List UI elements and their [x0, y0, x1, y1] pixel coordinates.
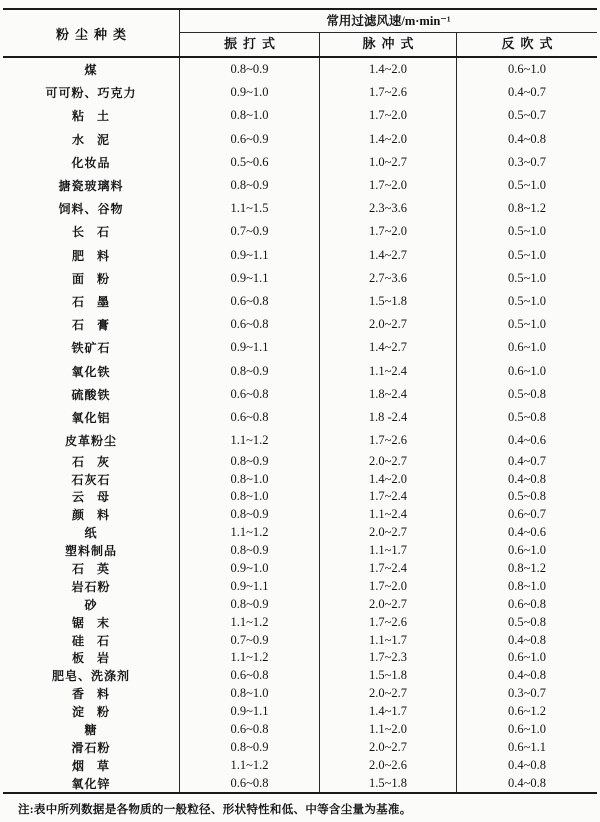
pulse-type-value-cell: 1.4~1.7	[320, 703, 457, 721]
dust-type-cell: 纸	[3, 524, 180, 542]
shaking-type-value-cell: 1.1~1.2	[180, 613, 320, 631]
pulse-type-value-cell: 2.0~2.7	[320, 738, 457, 756]
pulse-type-value-cell: 1.7~2.4	[320, 488, 457, 506]
pulse-type-value-cell: 1.7~2.0	[320, 174, 457, 197]
shaking-type-value-cell: 0.6~0.8	[180, 406, 320, 429]
dust-type-cell: 滑石粉	[3, 738, 180, 756]
table-row	[3, 174, 597, 197]
pulse-type-value-cell: 2.0~2.6	[320, 756, 457, 774]
shaking-type-value-cell: 0.6~0.8	[180, 667, 320, 685]
table-row	[3, 336, 597, 359]
dust-type-cell: 锯 末	[3, 613, 180, 631]
table-row	[3, 58, 597, 81]
table-row	[3, 631, 597, 649]
reverse-blow-value-cell: 0.5~1.0	[507, 293, 546, 308]
shaking-type-value-cell: 0.9~1.1	[180, 703, 320, 721]
reverse-blow-value-cell: 0.5~0.7	[507, 108, 546, 123]
reverse-blow-value-cell: 0.6~1.0	[507, 340, 546, 355]
table-row	[3, 81, 597, 104]
reverse-blow-value-cell: 0.3~0.7	[507, 686, 546, 701]
reverse-blow-value-cell: 0.6~0.7	[507, 507, 546, 522]
pulse-type-value-cell: 1.1~1.7	[320, 631, 457, 649]
shaking-type-value-cell: 0.6~0.8	[180, 290, 320, 313]
pulse-type-value-cell: 1.8~2.4	[320, 383, 457, 406]
shaking-type-value-cell: 0.8~0.9	[180, 542, 320, 560]
reverse-blow-value-cell: 0.4~0.8	[507, 775, 546, 790]
dust-type-cell: 颜 料	[3, 506, 180, 524]
table-row	[3, 560, 597, 578]
pulse-type-value-cell: 1.7~2.0	[320, 220, 457, 243]
table-row	[3, 649, 597, 667]
pulse-type-value-cell: 2.0~2.7	[320, 685, 457, 703]
table-row	[3, 220, 597, 243]
reverse-blow-value-cell: 0.6~1.0	[507, 650, 546, 665]
pulse-type-value-cell: 1.1~2.0	[320, 721, 457, 739]
shaking-type-value-cell: 1.1~1.2	[180, 756, 320, 774]
table-row	[3, 104, 597, 127]
table-row	[3, 613, 597, 631]
table-row	[3, 685, 597, 703]
dust-type-cell: 氧化铁	[3, 359, 180, 382]
dust-type-cell: 氧化铝	[3, 406, 180, 429]
pulse-type-value-cell: 1.1~1.7	[320, 542, 457, 560]
pulse-type-value-cell: 1.5~1.8	[320, 667, 457, 685]
reverse-blow-value-cell: 0.6~1.0	[507, 543, 546, 558]
table-header	[3, 10, 597, 58]
dust-type-cell: 石 灰	[3, 452, 180, 470]
dust-type-cell: 化妆品	[3, 151, 180, 174]
shaking-type-value-cell: 0.8~0.9	[180, 595, 320, 613]
pulse-type-value-cell: 1.4~2.7	[320, 244, 457, 267]
shaking-type-value-cell: 0.8~0.9	[180, 359, 320, 382]
dust-type-cell: 皮革粉尘	[3, 429, 180, 452]
pulse-type-value-cell: 1.7~2.6	[320, 429, 457, 452]
dust-type-cell: 岩石粉	[3, 577, 180, 595]
reverse-blow-value-cell: 0.3~0.7	[507, 154, 546, 169]
reverse-blow-value-cell: 0.8~1.2	[507, 201, 546, 216]
dust-type-cell: 粘 土	[3, 104, 180, 127]
table-row	[3, 244, 597, 267]
reverse-blow-value-cell: 0.5~0.8	[507, 614, 546, 629]
dust-type-cell: 砂	[3, 595, 180, 613]
reverse-blow-value-cell: 0.5~1.0	[507, 224, 546, 239]
shaking-type-value-cell: 0.6~0.8	[180, 774, 320, 792]
dust-type-cell: 石 膏	[3, 313, 180, 336]
table-note: 注:表中所列数据是各物质的一般粒径、形状特性和低、中等含尘量为基准。	[18, 804, 412, 816]
pulse-type-value-cell: 1.7~2.6	[320, 81, 457, 104]
shaking-type-value-cell: 0.8~1.0	[180, 685, 320, 703]
shaking-type-value-cell: 1.1~1.2	[180, 524, 320, 542]
table-row	[3, 524, 597, 542]
pulse-type-value-cell: 1.0~2.7	[320, 151, 457, 174]
shaking-type-value-cell: 0.6~0.9	[180, 128, 320, 151]
dust-type-cell: 石 墨	[3, 290, 180, 313]
shaking-type-value-cell: 0.9~1.1	[180, 244, 320, 267]
reverse-blow-value-cell: 0.4~0.6	[507, 433, 546, 448]
reverse-blow-value-cell: 0.6~1.0	[507, 721, 546, 736]
pulse-type-value-cell: 2.0~2.7	[320, 595, 457, 613]
pulse-type-value-cell: 1.4~2.0	[320, 128, 457, 151]
pulse-type-value-cell: 2.3~3.6	[320, 197, 457, 220]
dust-type-cell: 淀 粉	[3, 703, 180, 721]
column-header-reverse-blow-type: 反吹式	[501, 36, 559, 51]
pulse-type-value-cell: 1.1~2.4	[320, 506, 457, 524]
table-row	[3, 667, 597, 685]
table-row	[3, 470, 597, 488]
shaking-type-value-cell: 0.9~1.1	[180, 336, 320, 359]
table-row	[3, 197, 597, 220]
table-row	[3, 703, 597, 721]
reverse-blow-value-cell: 0.6~1.0	[507, 363, 546, 378]
reverse-blow-value-cell: 0.5~1.0	[507, 270, 546, 285]
pulse-type-value-cell: 1.1~2.4	[320, 359, 457, 382]
reverse-blow-value-cell: 0.8~1.0	[507, 578, 546, 593]
pulse-type-value-cell: 1.5~1.8	[320, 290, 457, 313]
dust-type-cell: 饲料、谷物	[3, 197, 180, 220]
table-row	[3, 506, 597, 524]
reverse-blow-value-cell: 0.6~1.0	[507, 62, 546, 77]
dust-type-cell: 硅 石	[3, 631, 180, 649]
dust-type-cell: 石 英	[3, 560, 180, 578]
dust-type-cell: 硫酸铁	[3, 383, 180, 406]
table-row	[3, 577, 597, 595]
table-row	[3, 313, 597, 336]
reverse-blow-value-cell: 0.5~1.0	[507, 247, 546, 262]
shaking-type-value-cell: 0.8~0.9	[180, 174, 320, 197]
reverse-blow-value-cell: 0.4~0.6	[507, 525, 546, 540]
reverse-blow-value-cell: 0.5~0.8	[507, 489, 546, 504]
shaking-type-value-cell: 0.8~1.0	[180, 470, 320, 488]
table-row	[3, 488, 597, 506]
shaking-type-value-cell: 0.8~0.9	[180, 506, 320, 524]
shaking-type-value-cell: 0.8~0.9	[180, 738, 320, 756]
table-row	[3, 774, 597, 792]
column-header-shaking-type: 振打式	[180, 33, 320, 56]
reverse-blow-value-cell: 0.4~0.8	[507, 632, 546, 647]
pulse-type-value-cell: 1.4~2.0	[320, 470, 457, 488]
group-header-filtration-speed: 常用过滤风速/m·min⁻¹	[180, 10, 597, 33]
column-header-pulse-type: 脉冲式	[320, 33, 457, 56]
dust-type-cell: 搪瓷玻璃料	[3, 174, 180, 197]
sub-header-row	[180, 33, 597, 56]
dust-type-cell: 云 母	[3, 488, 180, 506]
reverse-blow-value-cell: 0.4~0.8	[507, 471, 546, 486]
pulse-type-value-cell: 1.8 -2.4	[320, 406, 457, 429]
pulse-type-value-cell: 1.7~2.0	[320, 577, 457, 595]
dust-type-cell: 烟 草	[3, 756, 180, 774]
shaking-type-value-cell: 0.6~0.8	[180, 313, 320, 336]
reverse-blow-value-cell: 0.6~1.2	[507, 704, 546, 719]
reverse-blow-value-cell: 0.4~0.7	[507, 453, 546, 468]
dust-type-cell: 长 石	[3, 220, 180, 243]
dust-type-cell: 煤	[3, 58, 180, 81]
filtration-speed-table	[3, 8, 597, 794]
table-row	[3, 721, 597, 739]
pulse-type-value-cell: 2.0~2.7	[320, 313, 457, 336]
shaking-type-value-cell: 0.8~0.9	[180, 58, 320, 81]
pulse-type-value-cell: 1.5~1.8	[320, 774, 457, 792]
table-row	[3, 452, 597, 470]
pulse-type-value-cell: 1.7~2.4	[320, 560, 457, 578]
shaking-type-value-cell: 0.8~1.0	[180, 104, 320, 127]
dust-type-cell: 糖	[3, 721, 180, 739]
dust-type-cell: 铁矿石	[3, 336, 180, 359]
table-body	[3, 58, 597, 792]
table-row	[3, 595, 597, 613]
dust-type-cell: 可可粉、巧克力	[3, 81, 180, 104]
shaking-type-value-cell: 0.9~1.1	[180, 577, 320, 595]
column-header-dust-type: 粉尘种类	[3, 10, 180, 56]
shaking-type-value-cell: 0.9~1.0	[180, 560, 320, 578]
pulse-type-value-cell: 1.7~2.6	[320, 613, 457, 631]
shaking-type-value-cell: 0.7~0.9	[180, 220, 320, 243]
shaking-type-value-cell: 0.5~0.6	[180, 151, 320, 174]
dust-type-cell: 板 岩	[3, 649, 180, 667]
reverse-blow-value-cell: 0.4~0.8	[507, 757, 546, 772]
table-row	[3, 542, 597, 560]
table-row	[3, 406, 597, 429]
reverse-blow-value-cell: 0.4~0.7	[507, 85, 546, 100]
reverse-blow-value-cell: 0.6~1.1	[507, 739, 546, 754]
reverse-blow-value-cell: 0.5~0.8	[507, 409, 546, 424]
shaking-type-value-cell: 1.1~1.2	[180, 649, 320, 667]
pulse-type-value-cell: 1.7~2.0	[320, 104, 457, 127]
dust-type-cell: 水 泥	[3, 128, 180, 151]
dust-type-cell: 石灰石	[3, 470, 180, 488]
table-row	[3, 290, 597, 313]
dust-type-cell: 香 料	[3, 685, 180, 703]
reverse-blow-value-cell: 0.5~1.0	[507, 178, 546, 193]
table-row	[3, 151, 597, 174]
reverse-blow-value-cell: 0.5~1.0	[507, 317, 546, 332]
reverse-blow-value-cell: 0.4~0.8	[507, 668, 546, 683]
table-row	[3, 429, 597, 452]
table-row	[3, 738, 597, 756]
dust-type-cell: 塑料制品	[3, 542, 180, 560]
table-row	[3, 383, 597, 406]
shaking-type-value-cell: 0.8~0.9	[180, 452, 320, 470]
table-row	[3, 128, 597, 151]
reverse-blow-value-cell: 0.5~0.8	[507, 386, 546, 401]
reverse-blow-value-cell: 0.6~0.8	[507, 596, 546, 611]
pulse-type-value-cell: 2.7~3.6	[320, 267, 457, 290]
table-row	[3, 267, 597, 290]
pulse-type-value-cell: 2.0~2.7	[320, 452, 457, 470]
shaking-type-value-cell: 1.1~1.5	[180, 197, 320, 220]
shaking-type-value-cell: 0.9~1.0	[180, 81, 320, 104]
shaking-type-value-cell: 0.6~0.8	[180, 383, 320, 406]
shaking-type-value-cell: 1.1~1.2	[180, 429, 320, 452]
dust-type-cell: 肥皂、洗涤剂	[3, 667, 180, 685]
shaking-type-value-cell: 0.8~1.0	[180, 488, 320, 506]
dust-type-cell: 面 粉	[3, 267, 180, 290]
pulse-type-value-cell: 1.7~2.3	[320, 649, 457, 667]
shaking-type-value-cell: 0.9~1.1	[180, 267, 320, 290]
pulse-type-value-cell: 2.0~2.7	[320, 524, 457, 542]
pulse-type-value-cell: 1.4~2.7	[320, 336, 457, 359]
pulse-type-value-cell: 1.4~2.0	[320, 58, 457, 81]
reverse-blow-value-cell: 0.4~0.8	[507, 131, 546, 146]
table-row	[3, 756, 597, 774]
dust-type-cell: 肥 料	[3, 244, 180, 267]
table-row	[3, 359, 597, 382]
header-right-group	[180, 10, 597, 56]
reverse-blow-value-cell: 0.8~1.2	[507, 560, 546, 575]
shaking-type-value-cell: 0.7~0.9	[180, 631, 320, 649]
shaking-type-value-cell: 0.6~0.8	[180, 721, 320, 739]
dust-type-cell: 氧化锌	[3, 774, 180, 792]
